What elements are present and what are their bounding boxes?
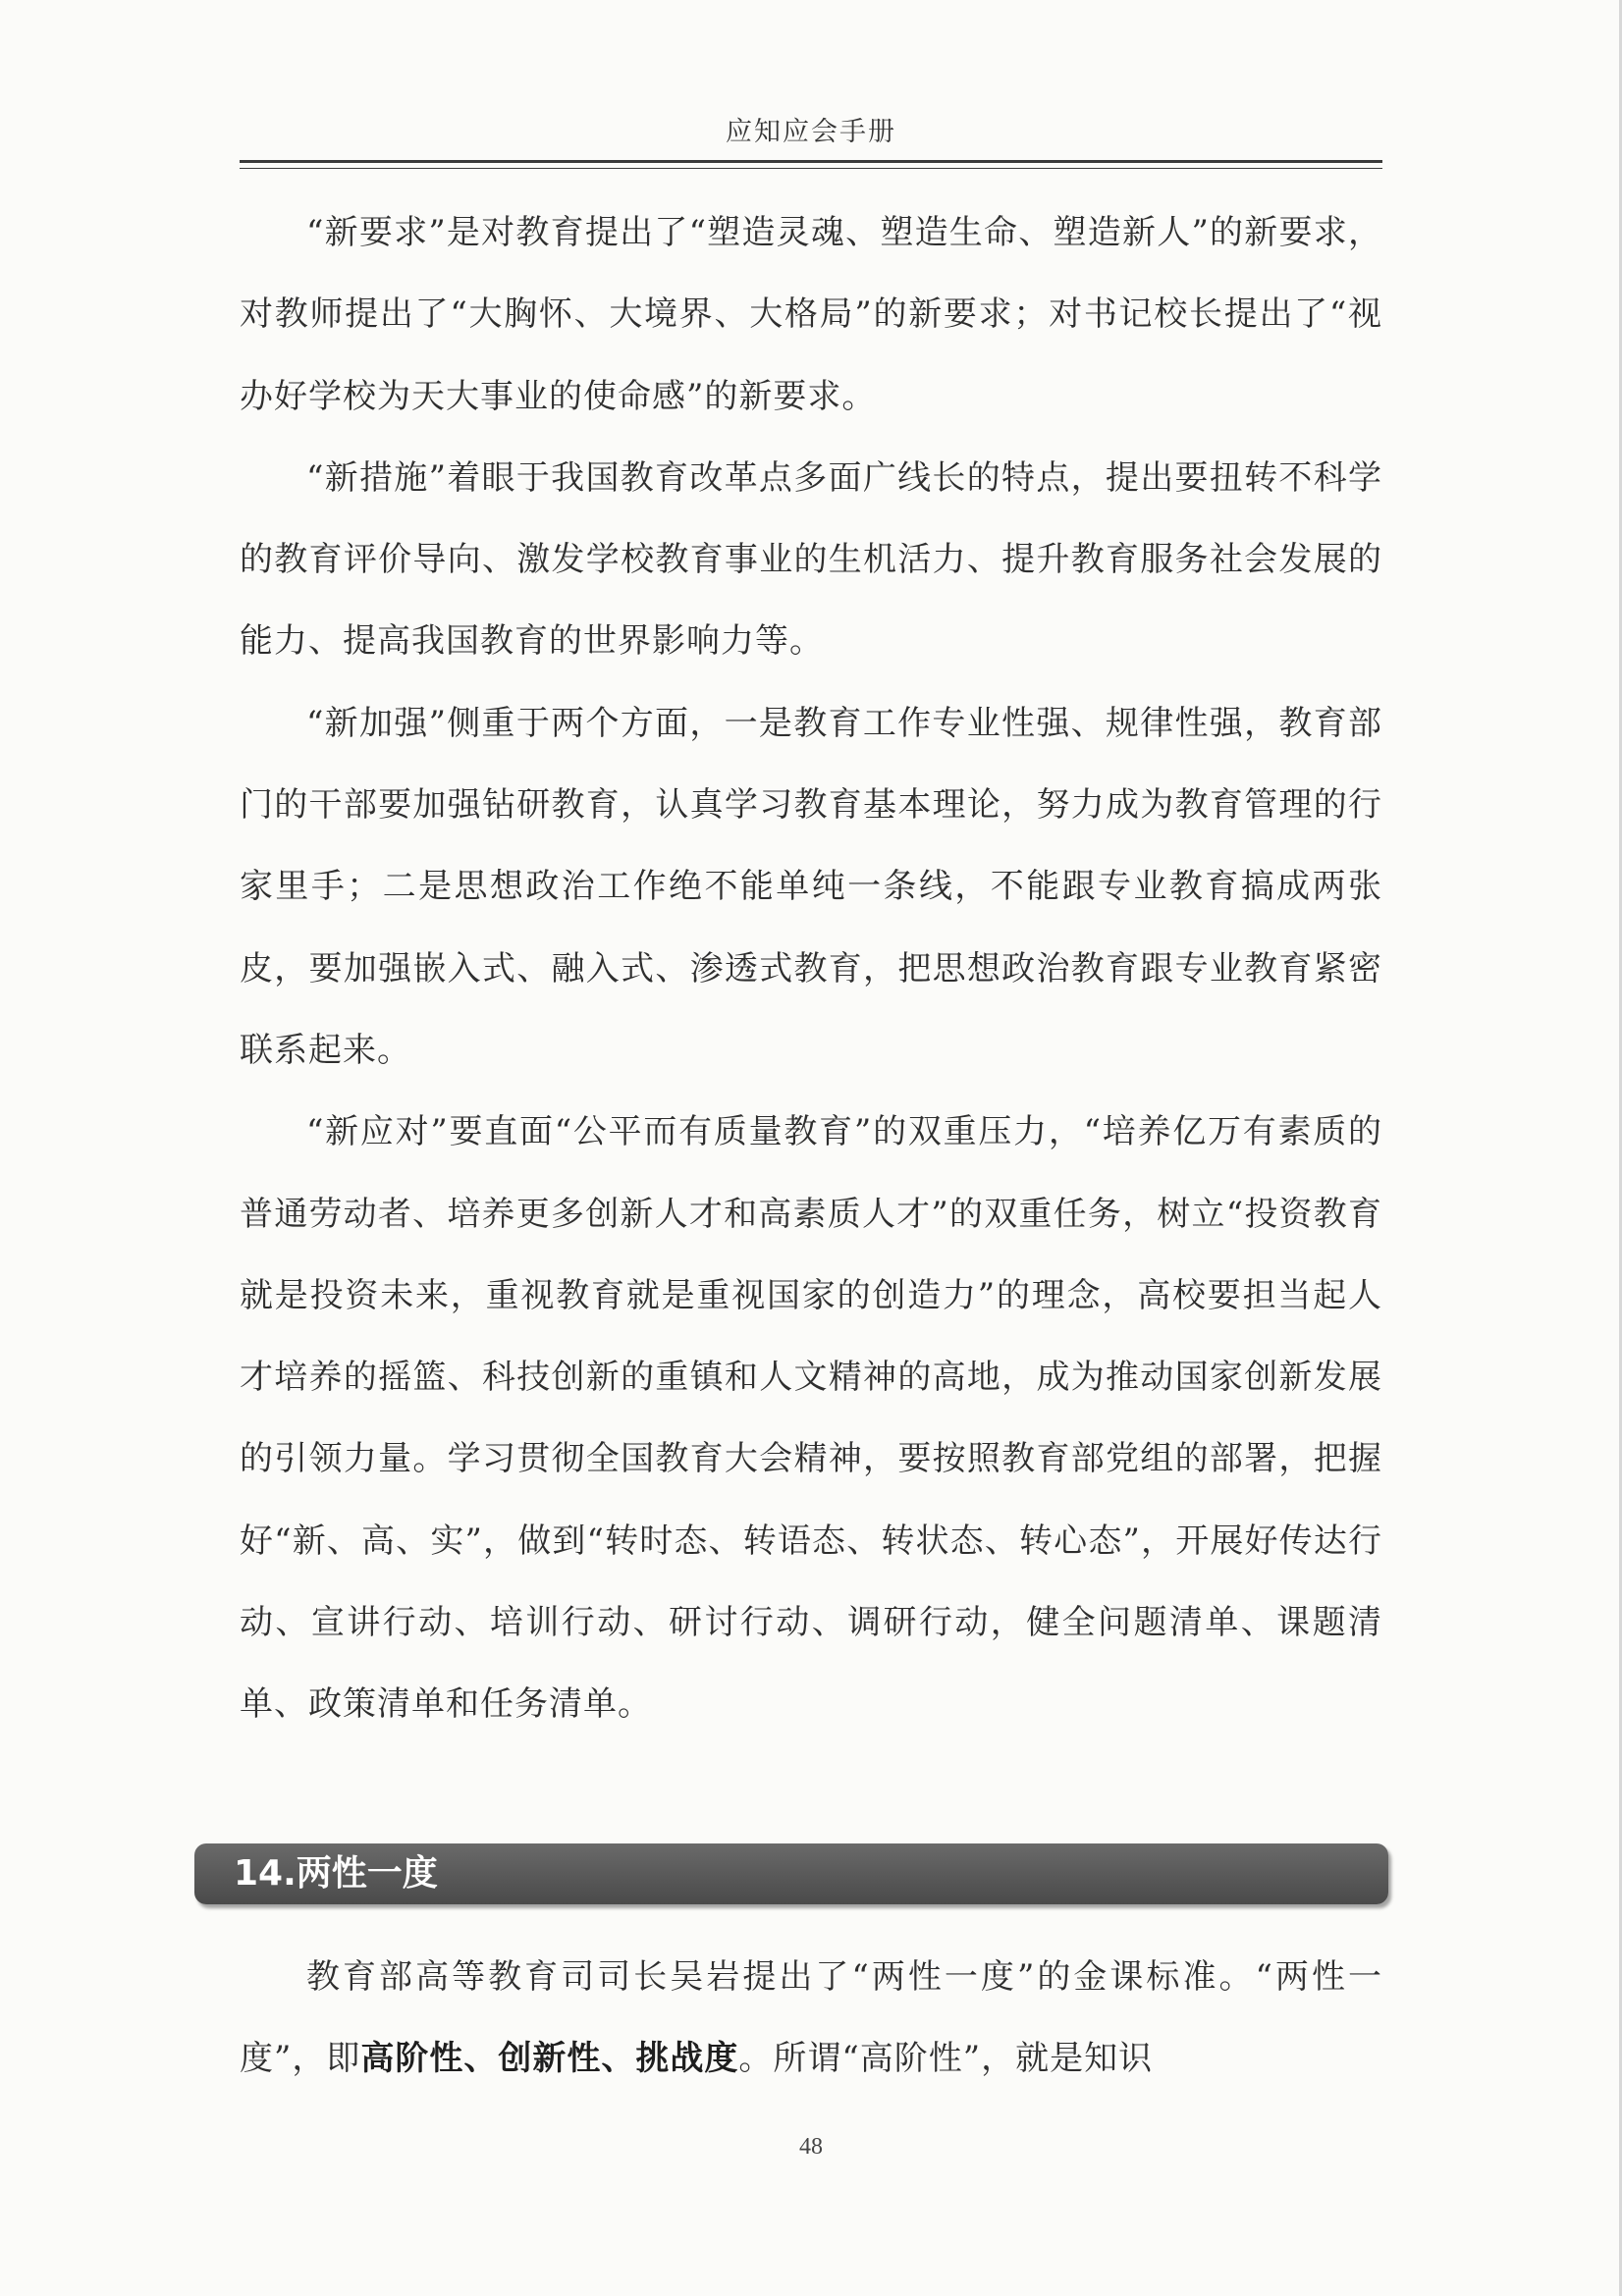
paragraph-text-lead: 教育部高等教育司司长吴岩提出了“两性一度”的金课标准。“两性一度”，即 — [240, 1957, 1382, 2079]
paragraph-new-requirements: “新要求”是对教育提出了“塑造灵魂、塑造生命、塑造新人”的新要求，对教师提出了“大胸怀、大境界、大格局”的新要求；对书记校长提出了“视办好学校为天大事业的使命感”的新要求。 — [240, 213, 1382, 416]
section-body-text — [240, 1937, 1382, 2101]
running-header: 应知应会手册 — [726, 117, 896, 147]
paragraph-new-response: “新应对”要直面“公平而有质量教育”的双重压力，“培养亿万有素质的普通劳动者、培养更多创新人才和高素质人才”的双重任务，树立“投资教育就是投资未来，重视教育就是重视国家的创造力”的理念，高校要担当起人才培养的摇篮、科技创新的重镇和人文精神的高地，成为推动国家创新发展的引领力量。学习贯彻全国教育大会精神，要按照教育部党组的部署，把握好“新、高、实”，做到“转时态、转语态、转状态、转心态”，开展好传达行动、宣讲行动、培训行动、研讨行动、调研行动，健全问题清单、课题清单、政策清单和任务清单。 — [240, 1112, 1382, 1725]
paragraph-emphasis: 高阶性、创新性、挑战度 — [360, 2039, 739, 2079]
header-rule-thin — [240, 168, 1382, 169]
paragraph-new-strengthening: “新加强”侧重于两个方面，一是教育工作专业性强、规律性强，教育部门的干部要加强钻研教育，认真学习教育基本理论，努力成为教育管理的行家里手；二是思想政治工作绝不能单纯一条线，不能跟专业教育搞成两张皮，要加强嵌入式、融入式、渗透式教育，把思想政治教育跟专业教育紧密联系起来。 — [240, 703, 1382, 1070]
page-number: 48 — [799, 2134, 823, 2160]
section-heading: 14.两性一度 — [234, 1853, 438, 1894]
section-heading-bar — [194, 1843, 1388, 1904]
paragraph-two-natures-one-degree — [240, 1937, 1382, 2101]
paragraph-new-measures: “新措施”着眼于我国教育改革点多面广线长的特点，提出要扭转不科学的教育评价导向、激发学校教育事业的生机活力、提升教育服务社会发展的能力、提高我国教育的世界影响力等。 — [240, 457, 1382, 662]
header-rule-thick — [240, 160, 1382, 163]
body-text — [240, 192, 1382, 1746]
paragraph-text-tail: 。所谓“高阶性”，就是知识 — [738, 2039, 1154, 2079]
